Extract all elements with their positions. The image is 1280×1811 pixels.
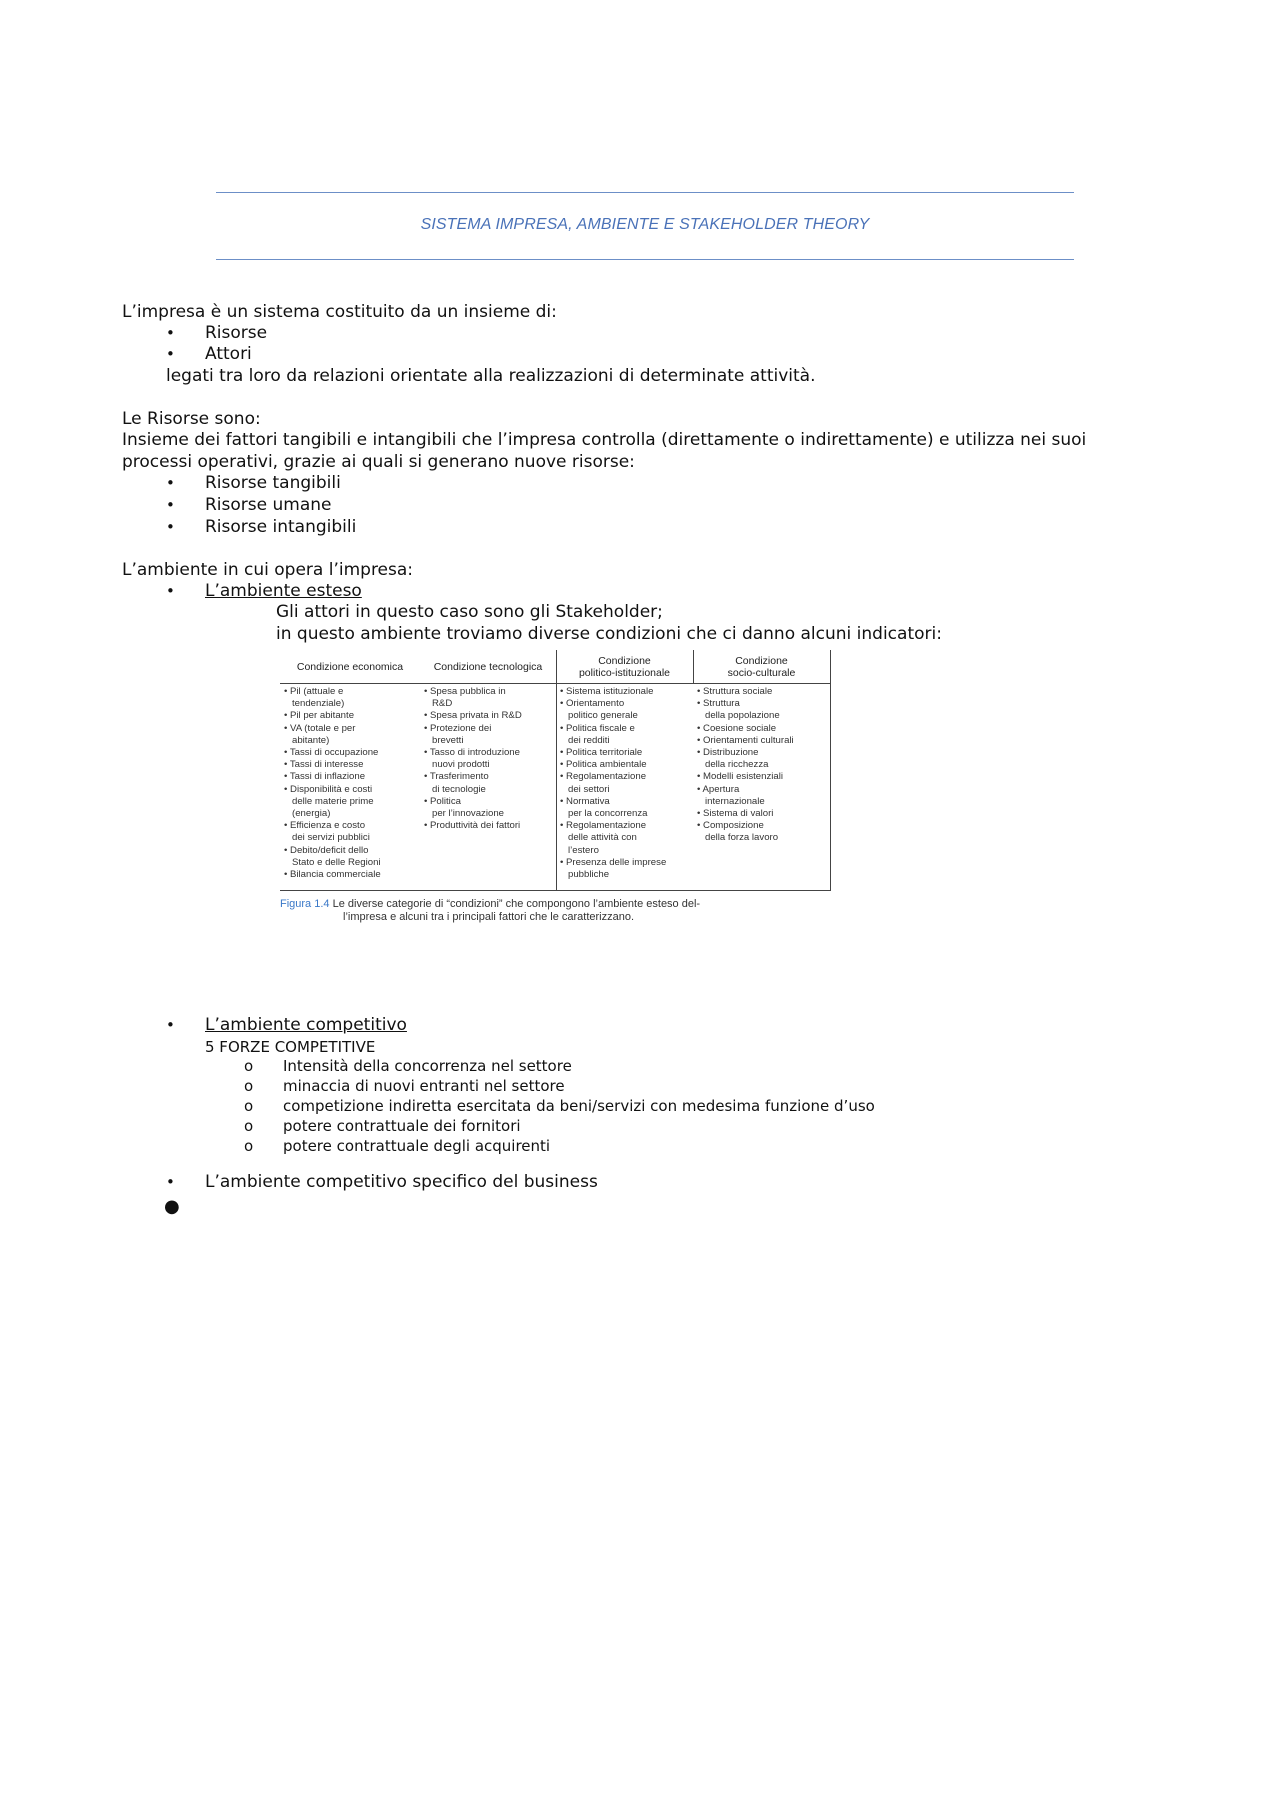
table-column-header: Condizione tecnologica bbox=[433, 661, 543, 673]
circle-bullet-icon: o bbox=[244, 1077, 254, 1095]
risorse-item: Risorse tangibili bbox=[205, 473, 341, 493]
table-column bbox=[693, 650, 830, 890]
table-column-header: Condizione economica bbox=[296, 661, 404, 673]
header-rule-bottom bbox=[216, 259, 1074, 260]
forza-item: potere contrattuale dei fornitori bbox=[283, 1117, 521, 1135]
figure-caption bbox=[280, 898, 840, 924]
bullet-dot: • bbox=[166, 1173, 175, 1191]
bullet-dot: • bbox=[166, 496, 175, 514]
circle-bullet-icon: o bbox=[244, 1097, 254, 1115]
intro-item: Attori bbox=[205, 344, 252, 364]
table-column-header: Condizione politico-istituzionale bbox=[578, 655, 671, 679]
bullet-dot: • bbox=[166, 474, 175, 492]
risorse-definition-line: processi operativi, grazie ai quali si generano nuove risorse: bbox=[122, 452, 635, 472]
empty-bullet-dot: ● bbox=[164, 1196, 180, 1217]
forza-item: Intensità della concorrenza nel settore bbox=[283, 1057, 572, 1075]
table-column-divider bbox=[556, 650, 557, 890]
forza-item: competizione indiretta esercitata da beni/servizi con medesima funzione d’uso bbox=[283, 1097, 875, 1115]
ambiente-heading: L’ambiente in cui opera l’impresa: bbox=[122, 560, 414, 580]
table-column bbox=[280, 650, 420, 890]
risorse-item: Risorse umane bbox=[205, 495, 332, 515]
ambiente-esteso-line: Gli attori in questo caso sono gli Stakeholder; bbox=[276, 602, 663, 622]
table-column-body: • Struttura sociale • Struttura della popolazione • Coesione sociale • Orientamenti culturali • Distribuzione della ricchezza • Modelli esistenziali • Apertura internazionale • Sistema di valori • Composizione della forza lavoro bbox=[697, 686, 794, 844]
forza-item: potere contrattuale degli acquirenti bbox=[283, 1137, 551, 1155]
circle-bullet-icon: o bbox=[244, 1137, 254, 1155]
figure-caption-text: l’impresa e alcuni tra i principali fattori che le caratterizzano. bbox=[343, 911, 635, 923]
figure-caption-text: Le diverse categorie di “condizioni” che compongono l’ambiente esteso del- bbox=[329, 898, 701, 910]
document-title: SISTEMA IMPRESA, AMBIENTE E STAKEHOLDER THEORY bbox=[420, 216, 870, 233]
condizioni-table bbox=[280, 650, 831, 891]
ambiente-competitivo-label: L’ambiente competitivo bbox=[205, 1015, 407, 1035]
table-column-body: • Spesa pubblica in R&D • Spesa privata in R&D • Protezione dei brevetti • Tasso di introduzione nuovi prodotti • Trasferimento di tecnologie • Politica per l’innovazione • Produttività dei fattori bbox=[424, 686, 522, 832]
header-rule-top bbox=[216, 192, 1074, 193]
bullet-dot: • bbox=[166, 345, 175, 363]
circle-bullet-icon: o bbox=[244, 1117, 254, 1135]
bullet-dot: • bbox=[166, 582, 175, 600]
risorse-definition-line: Insieme dei fattori tangibili e intangibili che l’impresa controlla (direttamente o indirettamente) e utilizza nei suoi bbox=[122, 430, 1087, 450]
forze-subheading: 5 FORZE COMPETITIVE bbox=[205, 1038, 376, 1056]
table-column bbox=[556, 650, 693, 890]
forza-item: minaccia di nuovi entranti nel settore bbox=[283, 1077, 565, 1095]
bullet-dot: • bbox=[166, 324, 175, 342]
table-header-divider bbox=[280, 683, 830, 684]
table-column-body: • Sistema istituzionale • Orientamento politico generale • Politica fiscale e dei redditi • Politica territoriale • Politica ambientale • Regolamentazione dei settori • Normativa per la concorrenza • Regolamentazione delle attività con l’estero • Presenza delle imprese pubbliche bbox=[560, 686, 667, 881]
intro-item: Risorse bbox=[205, 323, 268, 343]
table-column-body: • Pil (attuale e tendenziale) • Pil per abitante • VA (totale e per abitante) • Tassi di occupazione • Tassi di interesse • Tassi di inflazione • Disponibilità e costi delle materie prime (energia) • Efficienza e costo dei servizi pubblici • Debito/deficit dello Stato e delle Regioni • Bilancia commerciale bbox=[284, 686, 381, 881]
ambiente-specifico: L’ambiente competitivo specifico del business bbox=[205, 1172, 598, 1192]
ambiente-esteso-label: L’ambiente esteso bbox=[205, 581, 362, 601]
risorse-item: Risorse intangibili bbox=[205, 517, 357, 537]
circle-bullet-icon: o bbox=[244, 1057, 254, 1075]
ambiente-esteso-line: in questo ambiente troviamo diverse condizioni che ci danno alcuni indicatori: bbox=[276, 624, 942, 644]
figure-caption-label: Figura 1.4 bbox=[280, 898, 330, 910]
table-column-divider bbox=[693, 650, 694, 684]
bullet-dot: • bbox=[166, 518, 175, 536]
table-column bbox=[420, 650, 556, 890]
intro-tail: legati tra loro da relazioni orientate alla realizzazioni di determinate attività. bbox=[166, 366, 816, 386]
bullet-dot: • bbox=[166, 1016, 175, 1034]
risorse-heading: Le Risorse sono: bbox=[122, 409, 261, 429]
table-column-header: Condizione socio-culturale bbox=[727, 655, 796, 679]
intro-lead: L’impresa è un sistema costituito da un insieme di: bbox=[122, 302, 557, 322]
